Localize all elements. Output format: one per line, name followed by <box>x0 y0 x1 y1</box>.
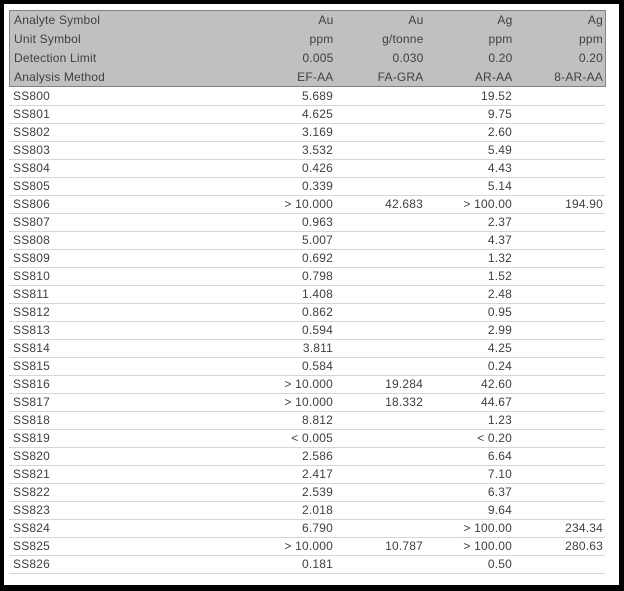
sample-id: SS808 <box>9 231 253 249</box>
table-row <box>9 429 605 447</box>
value-ag-ppm: 1.32 <box>425 249 514 267</box>
value-ag-ppm: < 0.20 <box>425 429 514 447</box>
sample-id: SS825 <box>9 537 253 555</box>
value-au-gtonne <box>335 213 425 231</box>
table-row <box>9 285 605 303</box>
value-ag-ppm-2 <box>514 87 605 105</box>
table-row <box>9 141 605 159</box>
value-au-ppm: 0.181 <box>253 555 335 573</box>
table-row <box>9 357 605 375</box>
value-au-ppm: 0.426 <box>253 159 335 177</box>
value-au-gtonne <box>335 177 425 195</box>
value-au-gtonne <box>335 141 425 159</box>
value-au-gtonne <box>335 159 425 177</box>
sample-id: SS807 <box>9 213 253 231</box>
header-table <box>9 10 606 87</box>
value-au-ppm: 6.790 <box>253 519 335 537</box>
value-ag-ppm-2 <box>514 231 605 249</box>
sample-id: SS823 <box>9 501 253 519</box>
value-ag-ppm: 5.14 <box>425 177 514 195</box>
table-row <box>9 555 605 573</box>
value-ag-ppm-2 <box>514 105 605 123</box>
header-row-label: Unit Symbol <box>14 32 81 46</box>
value-au-gtonne: 10.787 <box>335 537 425 555</box>
header-row <box>10 49 606 68</box>
value-ag-ppm: 9.64 <box>425 501 514 519</box>
table-row <box>9 483 605 501</box>
header-value-ag-ppm-2: Ag <box>587 13 603 28</box>
value-au-gtonne <box>335 411 425 429</box>
header-value-au-gtonne: Au <box>408 13 424 28</box>
value-au-ppm: 5.007 <box>253 231 335 249</box>
value-ag-ppm-2 <box>514 465 605 483</box>
header-value-au-ppm: ppm <box>309 32 334 46</box>
value-ag-ppm: 4.25 <box>425 339 514 357</box>
value-au-ppm: 1.408 <box>253 285 335 303</box>
table-row <box>9 375 605 393</box>
value-au-gtonne <box>335 519 425 537</box>
value-ag-ppm: 6.37 <box>425 483 514 501</box>
value-ag-ppm-2 <box>514 357 605 375</box>
value-ag-ppm-2 <box>514 321 605 339</box>
value-au-gtonne <box>335 465 425 483</box>
header-value-au-ppm: Au <box>318 13 334 28</box>
value-ag-ppm: > 100.00 <box>425 195 514 213</box>
value-ag-ppm: 42.60 <box>425 375 514 393</box>
value-au-ppm: 2.539 <box>253 483 335 501</box>
header-row-label: Detection Limit <box>14 51 97 65</box>
value-ag-ppm: 2.60 <box>425 123 514 141</box>
header-value-ag-ppm: 0.20 <box>488 51 513 65</box>
table-row <box>9 465 605 483</box>
table-row <box>9 447 605 465</box>
header-value-ag-ppm: AR-AA <box>474 69 513 84</box>
value-ag-ppm-2 <box>514 267 605 285</box>
sample-id: SS803 <box>9 141 253 159</box>
value-au-gtonne <box>335 447 425 465</box>
value-ag-ppm-2 <box>514 213 605 231</box>
value-au-gtonne <box>335 87 425 105</box>
value-au-gtonne <box>335 321 425 339</box>
sample-id: SS821 <box>9 465 253 483</box>
value-au-ppm: 3.532 <box>253 141 335 159</box>
header-value-au-ppm: EF-AA <box>297 69 334 84</box>
sample-id: SS822 <box>9 483 253 501</box>
value-au-ppm: > 10.000 <box>253 537 335 555</box>
sample-id: SS816 <box>9 375 253 393</box>
value-ag-ppm: 1.23 <box>425 411 514 429</box>
value-ag-ppm-2 <box>514 501 605 519</box>
value-au-ppm: 0.963 <box>253 213 335 231</box>
value-ag-ppm: 0.24 <box>425 357 514 375</box>
value-ag-ppm: 7.10 <box>425 465 514 483</box>
value-ag-ppm: 19.52 <box>425 87 514 105</box>
value-ag-ppm-2 <box>514 375 605 393</box>
value-ag-ppm: 2.37 <box>425 213 514 231</box>
value-au-gtonne: 18.332 <box>335 393 425 411</box>
table-row <box>9 213 605 231</box>
value-ag-ppm-2 <box>514 555 605 573</box>
sample-id: SS819 <box>9 429 253 447</box>
header-row <box>10 11 606 30</box>
value-ag-ppm-2 <box>514 249 605 267</box>
header-value-ag-ppm: ppm <box>488 32 513 46</box>
value-ag-ppm: 0.95 <box>425 303 514 321</box>
value-au-gtonne: 19.284 <box>335 375 425 393</box>
table-row <box>9 87 605 105</box>
value-au-gtonne <box>335 339 425 357</box>
value-au-ppm: 2.417 <box>253 465 335 483</box>
value-au-gtonne <box>335 123 425 141</box>
value-au-ppm: 3.811 <box>253 339 335 357</box>
value-au-ppm: 0.798 <box>253 267 335 285</box>
value-ag-ppm-2 <box>514 303 605 321</box>
value-ag-ppm: 1.52 <box>425 267 514 285</box>
value-au-gtonne <box>335 555 425 573</box>
value-ag-ppm-2 <box>514 483 605 501</box>
sample-id: SS826 <box>9 555 253 573</box>
table-row <box>9 321 605 339</box>
sample-id: SS809 <box>9 249 253 267</box>
sample-id: SS813 <box>9 321 253 339</box>
value-au-ppm: > 10.000 <box>253 375 335 393</box>
value-ag-ppm-2 <box>514 141 605 159</box>
value-au-gtonne <box>335 501 425 519</box>
assay-results-table <box>4 4 619 586</box>
table-row <box>9 519 605 537</box>
value-ag-ppm: 4.37 <box>425 231 514 249</box>
value-ag-ppm-2 <box>514 339 605 357</box>
data-table <box>9 87 605 574</box>
value-au-ppm: < 0.005 <box>253 429 335 447</box>
sample-id: SS806 <box>9 195 253 213</box>
value-au-gtonne <box>335 483 425 501</box>
header-value-au-ppm: 0.005 <box>302 51 334 65</box>
sample-id: SS802 <box>9 123 253 141</box>
header-value-ag-ppm-2: 8-AR-AA <box>554 69 603 84</box>
value-au-gtonne <box>335 267 425 285</box>
table-row <box>9 249 605 267</box>
table-row <box>9 303 605 321</box>
table-row <box>9 105 605 123</box>
sample-id: SS804 <box>9 159 253 177</box>
value-ag-ppm: > 100.00 <box>425 537 514 555</box>
header-value-au-gtonne: g/tonne <box>382 32 424 46</box>
value-ag-ppm: > 100.00 <box>425 519 514 537</box>
header-value-au-gtonne: FA-GRA <box>377 69 424 84</box>
value-au-ppm: 2.018 <box>253 501 335 519</box>
table-row <box>9 195 605 213</box>
table-row <box>9 123 605 141</box>
header-row <box>10 30 606 49</box>
value-au-ppm: 0.584 <box>253 357 335 375</box>
value-ag-ppm: 4.43 <box>425 159 514 177</box>
header-row <box>10 68 606 87</box>
value-ag-ppm: 5.49 <box>425 141 514 159</box>
sample-id: SS818 <box>9 411 253 429</box>
sample-id: SS801 <box>9 105 253 123</box>
header-value-ag-ppm-2: 0.20 <box>578 51 603 65</box>
sample-id: SS824 <box>9 519 253 537</box>
table-row <box>9 267 605 285</box>
value-au-gtonne <box>335 429 425 447</box>
sample-id: SS814 <box>9 339 253 357</box>
value-au-ppm: > 10.000 <box>253 393 335 411</box>
sample-id: SS820 <box>9 447 253 465</box>
value-ag-ppm-2: 194.90 <box>514 195 605 213</box>
value-ag-ppm-2 <box>514 411 605 429</box>
value-au-ppm: 0.862 <box>253 303 335 321</box>
value-au-ppm: 3.169 <box>253 123 335 141</box>
value-ag-ppm-2 <box>514 429 605 447</box>
value-au-ppm: > 10.000 <box>253 195 335 213</box>
sample-id: SS817 <box>9 393 253 411</box>
value-au-ppm: 2.586 <box>253 447 335 465</box>
value-ag-ppm: 6.64 <box>425 447 514 465</box>
value-au-gtonne <box>335 249 425 267</box>
header-value-au-gtonne: 0.030 <box>392 51 424 65</box>
table-row <box>9 411 605 429</box>
value-ag-ppm-2 <box>514 447 605 465</box>
table-row <box>9 231 605 249</box>
value-au-ppm: 0.594 <box>253 321 335 339</box>
sample-id: SS810 <box>9 267 253 285</box>
value-au-gtonne: 42.683 <box>335 195 425 213</box>
sample-id: SS805 <box>9 177 253 195</box>
value-ag-ppm: 0.50 <box>425 555 514 573</box>
value-ag-ppm-2 <box>514 177 605 195</box>
table-row <box>9 177 605 195</box>
value-au-ppm: 0.339 <box>253 177 335 195</box>
value-ag-ppm: 9.75 <box>425 105 514 123</box>
table-row <box>9 501 605 519</box>
value-ag-ppm-2: 280.63 <box>514 537 605 555</box>
sample-id: SS812 <box>9 303 253 321</box>
value-ag-ppm: 2.99 <box>425 321 514 339</box>
sample-id: SS815 <box>9 357 253 375</box>
value-au-gtonne <box>335 357 425 375</box>
value-ag-ppm: 2.48 <box>425 285 514 303</box>
sample-id: SS800 <box>9 87 253 105</box>
value-au-gtonne <box>335 105 425 123</box>
table-row <box>9 537 605 555</box>
value-au-ppm: 5.689 <box>253 87 335 105</box>
header-value-ag-ppm: Ag <box>497 13 513 28</box>
table-row <box>9 159 605 177</box>
header-row-label: Analysis Method <box>14 69 106 84</box>
value-au-ppm: 8.812 <box>253 411 335 429</box>
table-row <box>9 393 605 411</box>
value-au-gtonne <box>335 285 425 303</box>
value-ag-ppm-2 <box>514 123 605 141</box>
value-au-gtonne <box>335 231 425 249</box>
value-ag-ppm-2: 234.34 <box>514 519 605 537</box>
value-au-ppm: 4.625 <box>253 105 335 123</box>
header-value-ag-ppm-2: ppm <box>579 32 603 46</box>
value-au-ppm: 0.692 <box>253 249 335 267</box>
value-ag-ppm: 44.67 <box>425 393 514 411</box>
table-row <box>9 339 605 357</box>
value-ag-ppm-2 <box>514 285 605 303</box>
value-ag-ppm-2 <box>514 159 605 177</box>
header-row-label: Analyte Symbol <box>14 13 101 28</box>
value-ag-ppm-2 <box>514 393 605 411</box>
value-au-gtonne <box>335 303 425 321</box>
sample-id: SS811 <box>9 285 253 303</box>
